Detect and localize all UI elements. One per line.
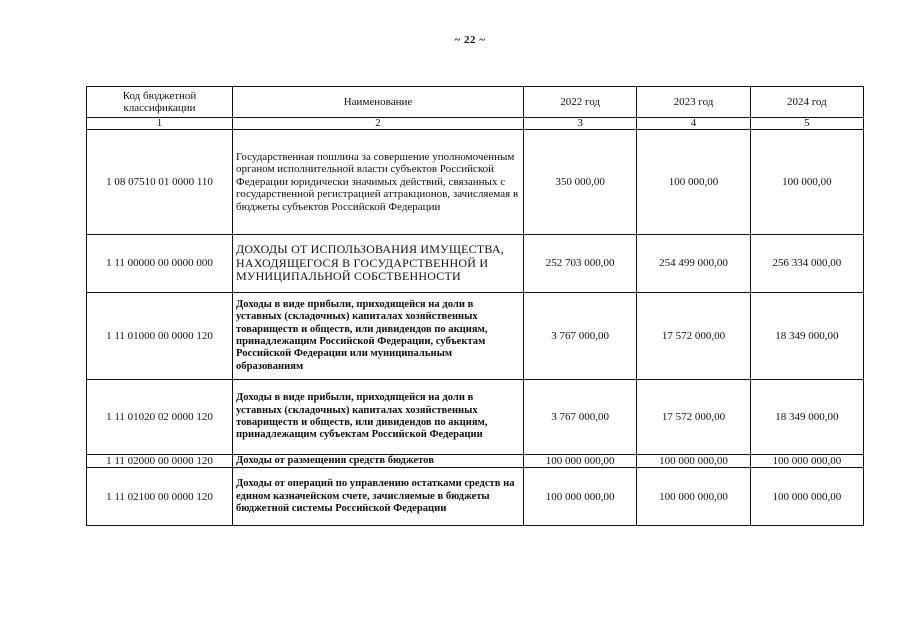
- value-2022: 3 767 000,00: [524, 380, 637, 455]
- page-number: ~ 22 ~: [454, 34, 486, 46]
- revenue-name: Доходы в виде прибыли, приходящейся на доли в уставных (складочных) капиталах хозяйственных товариществ и обществ, или дивидендов по акциям, принадлежащим Российской Федерации, субъектам Российской Федерации или муниципальным образованиям: [233, 293, 524, 380]
- value-2022: 3 767 000,00: [524, 293, 637, 380]
- value-2024: 100 000,00: [750, 130, 863, 235]
- table-row: [87, 293, 864, 380]
- budget-code: 1 11 00000 00 0000 000: [87, 235, 233, 293]
- header-2023: 2023 год: [637, 87, 750, 118]
- table-row: [87, 380, 864, 455]
- budget-code: 1 11 02000 00 0000 120: [87, 455, 233, 468]
- value-2023: 254 499 000,00: [637, 235, 750, 293]
- header-name: Наименование: [233, 87, 524, 118]
- revenue-name: Доходы от размещения средств бюджетов: [233, 455, 524, 468]
- table-row: [87, 235, 864, 293]
- revenue-name: Государственная пошлина за совершение уполномоченным органом исполнительной власти субъектов Российской Федерации юридически значимых действий, связанных с государственной регистрацией аттракционов, зачисляемая в бюджеты субъектов Российской Федерации: [233, 130, 524, 235]
- column-number: 1: [87, 118, 233, 130]
- table-row: [87, 455, 864, 468]
- revenue-name: ДОХОДЫ ОТ ИСПОЛЬЗОВАНИЯ ИМУЩЕСТВА, НАХОДЯЩЕГОСЯ В ГОСУДАРСТВЕННОЙ И МУНИЦИПАЛЬНОЙ СОБСТВЕННОСТИ: [233, 235, 524, 293]
- header-code: Код бюджетной классификации: [87, 87, 233, 118]
- value-2023: 17 572 000,00: [637, 380, 750, 455]
- value-2022: 252 703 000,00: [524, 235, 637, 293]
- value-2023: 100 000 000,00: [637, 468, 750, 526]
- value-2024: 100 000 000,00: [750, 468, 863, 526]
- value-2022: 100 000 000,00: [524, 468, 637, 526]
- value-2022: 100 000 000,00: [524, 455, 637, 468]
- header-2022: 2022 год: [524, 87, 637, 118]
- value-2023: 17 572 000,00: [637, 293, 750, 380]
- budget-code: 1 08 07510 01 0000 110: [87, 130, 233, 235]
- value-2023: 100 000,00: [637, 130, 750, 235]
- revenue-name: Доходы от операций по управлению остатками средств на едином казначейском счете, зачисляемые в бюджеты бюджетной системы Российской Федерации: [233, 468, 524, 526]
- budget-code: 1 11 02100 00 0000 120: [87, 468, 233, 526]
- value-2024: 18 349 000,00: [750, 380, 863, 455]
- value-2024: 256 334 000,00: [750, 235, 863, 293]
- header-2024: 2024 год: [750, 87, 863, 118]
- value-2023: 100 000 000,00: [637, 455, 750, 468]
- budget-code: 1 11 01020 02 0000 120: [87, 380, 233, 455]
- column-number: 2: [233, 118, 524, 130]
- column-number: 4: [637, 118, 750, 130]
- budget-revenue-table: [86, 86, 864, 526]
- value-2022: 350 000,00: [524, 130, 637, 235]
- column-number: 5: [750, 118, 863, 130]
- table-row: [87, 468, 864, 526]
- column-number: 3: [524, 118, 637, 130]
- value-2024: 100 000 000,00: [750, 455, 863, 468]
- table-header-row: [87, 87, 864, 118]
- column-number-row: [87, 118, 864, 130]
- value-2024: 18 349 000,00: [750, 293, 863, 380]
- table-row: [87, 130, 864, 235]
- revenue-name: Доходы в виде прибыли, приходящейся на доли в уставных (складочных) капиталах хозяйственных товариществ и обществ, или дивидендов по акциям, принадлежащим субъектам Российской Федерации: [233, 380, 524, 455]
- budget-code: 1 11 01000 00 0000 120: [87, 293, 233, 380]
